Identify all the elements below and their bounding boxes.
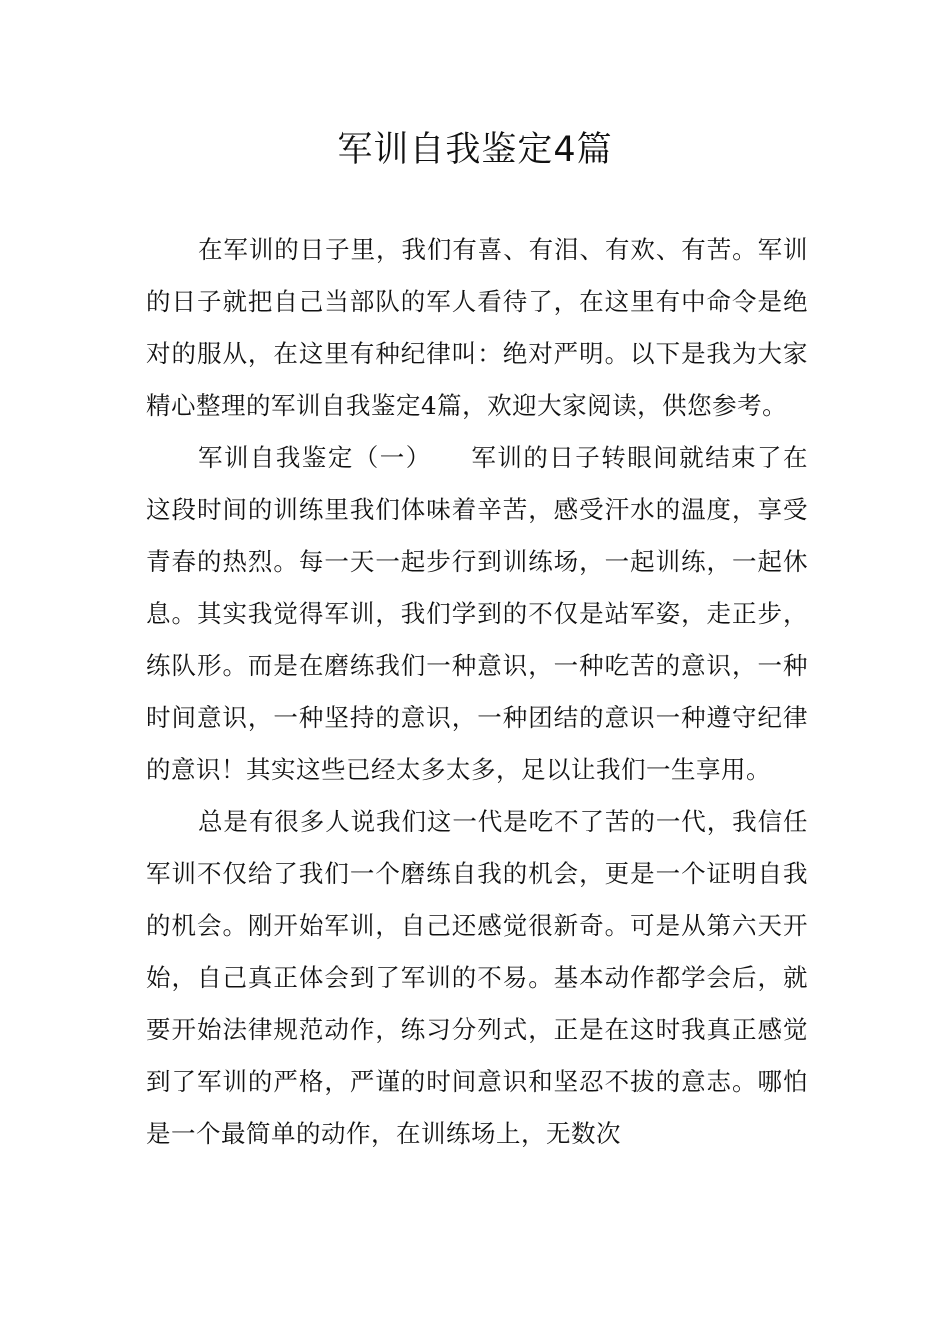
paragraph-intro: 在军训的日子里，我们有喜、有泪、有欢、有苦。军训的日子就把自己当部队的军人看待了，在这里有中命令是绝对的服从，在这里有种纪律叫：绝对严明。以下是我为大家精心整理的军训自我鉴定4篇，欢迎大家阅读，供您参考。 [146,235,808,420]
document-body [146,224,808,1160]
paragraph-section-one: 军训自我鉴定（一） 军训的日子转眼间就结束了在这段时间的训练里我们体味着辛苦，感受汗水的温度，享受青春的热烈。每一天一起步行到训练场，一起训练，一起休息。其实我觉得军训，我们学到的不仅是站军姿，走正步，练队形。而是在磨练我们一种意识，一种吃苦的意识，一种时间意识，一种坚持的意识，一种团结的意识一种遵守纪律的意识！其实这些已经太多太多，足以让我们一生享用。 [146,443,808,784]
document-title: 军训自我鉴定4篇 [337,130,613,170]
paragraph-section-two: 总是有很多人说我们这一代是吃不了苦的一代，我信任军训不仅给了我们一个磨练自我的机会，更是一个证明自我的机会。刚开始军训，自己还感觉很新奇。可是从第六天开始，自己真正体会到了军训的不易。基本动作都学会后，就要开始法律规范动作，练习分列式，正是在这时我真正感觉到了军训的严格，严谨的时间意识和坚忍不拔的意志。哪怕是一个最简单的动作，在训练场上，无数次 [146,807,808,1148]
